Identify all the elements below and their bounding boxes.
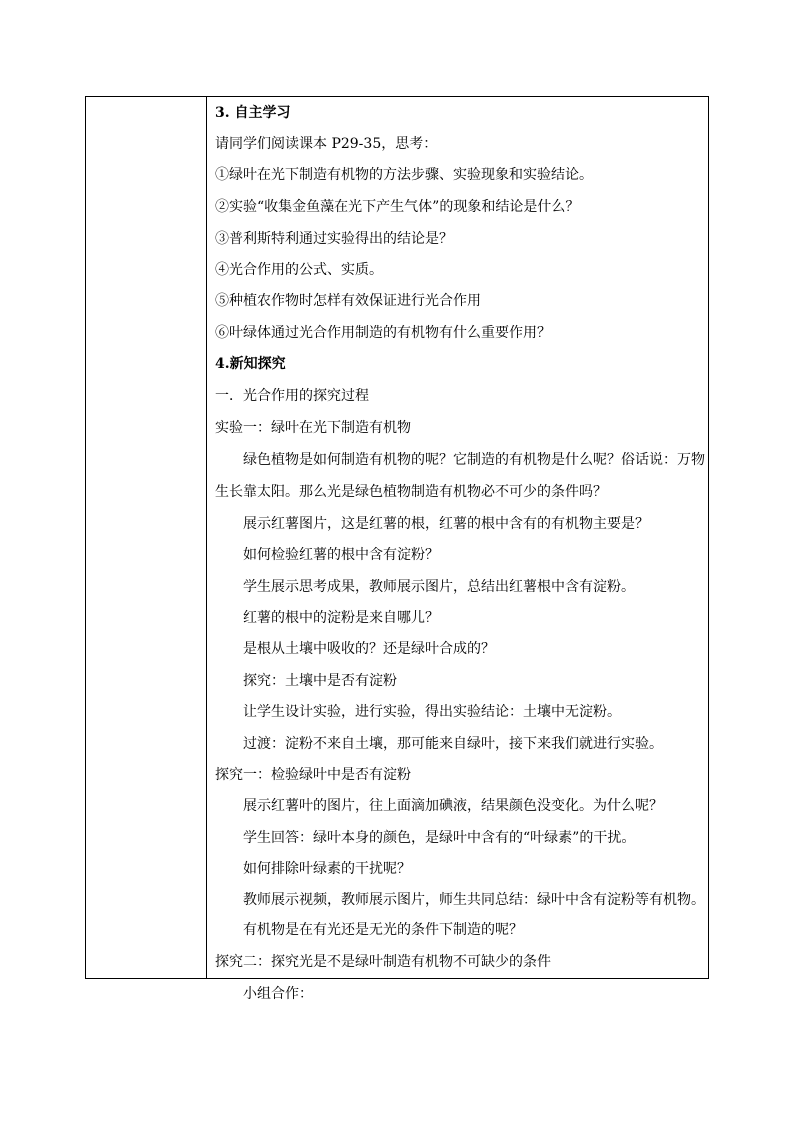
inquiry-1-title: 探究一：检验绿叶中是否有淀粉 — [215, 767, 411, 783]
heading-new-knowledge: 4.新知探究 — [215, 356, 286, 372]
paragraph-line: 展示红薯图片，这是红薯的根，红薯的根中含有的有机物主要是？ — [243, 516, 649, 532]
paragraph-line: 展示红薯叶的图片，往上面滴加碘液，结果颜色没变化。为什么呢？ — [243, 798, 663, 814]
paragraph-line: 是根从土壤中吸收的？还是绿叶合成的？ — [243, 641, 495, 657]
paragraph-line: 如何排除叶绿素的干扰呢？ — [243, 861, 411, 877]
paragraph-line: 小组合作： — [243, 986, 313, 1002]
paragraph-line: 教师展示视频，教师展示图片，师生共同总结：绿叶中含有淀粉等有机物。 — [243, 892, 705, 908]
question-5: ⑤种植农作物时怎样有效保证进行光合作用 — [215, 293, 481, 309]
paragraph-line: 有机物是在有光还是无光的条件下制造的呢？ — [243, 922, 523, 938]
heading-self-study: 3. 自主学习 — [215, 105, 291, 121]
paragraph-line: 学生回答：绿叶本身的颜色，是绿叶中含有的“叶绿素”的干扰。 — [243, 830, 636, 846]
paragraph-line: 绿色植物是如何制造有机物的呢？它制造的有机物是什么呢？俗话说：万物 — [243, 452, 705, 468]
content-table — [85, 96, 709, 1002]
question-2: ②实验“收集金鱼藻在光下产生气体”的现象和结论是什么？ — [215, 199, 580, 215]
question-4: ④光合作用的公式、实质。 — [215, 262, 383, 278]
paragraph-line: 学生展示思考成果，教师展示图片，总结出红薯根中含有淀粉。 — [243, 579, 635, 595]
table-right-cell — [207, 97, 708, 1002]
question-6: ⑥叶绿体通过光合作用制造的有机物有什么重要作用？ — [215, 325, 551, 341]
paragraph-line: 红薯的根中的淀粉是来自哪儿？ — [243, 610, 439, 626]
table-left-cell — [86, 97, 207, 978]
question-3: ③普利斯特利通过实验得出的结论是？ — [215, 231, 453, 247]
reading-instruction: 请同学们阅读课本 P29-35，思考： — [215, 136, 438, 152]
paragraph-line: 让学生设计实验，进行实验，得出实验结论：土壤中无淀粉。 — [243, 704, 621, 720]
paragraph-line: 过渡：淀粉不来自土壤，那可能来自绿叶，接下来我们就进行实验。 — [243, 736, 663, 752]
paragraph-line: 探究：土壤中是否有淀粉 — [243, 673, 397, 689]
paragraph-line: 生长靠太阳。那么光是绿色植物制造有机物必不可少的条件吗？ — [215, 484, 607, 500]
question-1: ①绿叶在光下制造有机物的方法步骤、实验现象和实验结论。 — [215, 167, 593, 183]
inquiry-2-title: 探究二：探究光是不是绿叶制造有机物不可缺少的条件 — [215, 954, 551, 970]
paragraph-line: 如何检验红薯的根中含有淀粉？ — [243, 547, 439, 563]
experiment-1-title: 实验一：绿叶在光下制造有机物 — [215, 420, 411, 436]
section-title: 一．光合作用的探究过程 — [215, 388, 369, 404]
